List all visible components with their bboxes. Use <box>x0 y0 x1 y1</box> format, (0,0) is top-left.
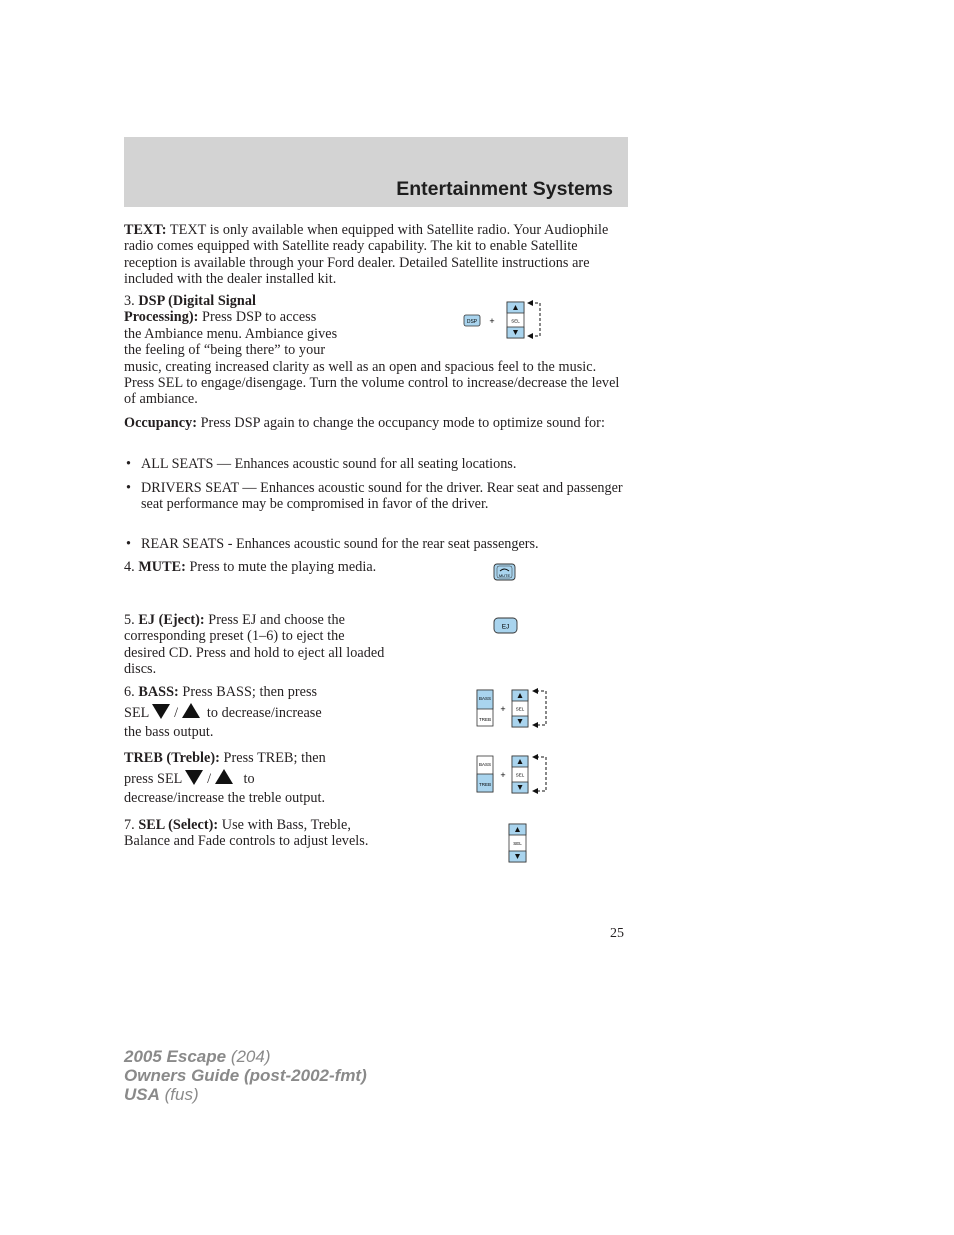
sel-rocker-icon <box>512 690 528 727</box>
text-label: TEXT: <box>124 222 167 238</box>
svg-text:SEL: SEL <box>515 706 525 712</box>
plus-icon: + <box>500 704 506 714</box>
sel-label: SEL <box>511 318 520 324</box>
svg-text:BASS: BASS <box>478 696 492 701</box>
bass-treb-button-icon <box>477 756 493 792</box>
dsp-number: 3. <box>124 293 139 309</box>
section-header <box>124 137 628 207</box>
bass-treb-button-icon <box>477 690 493 726</box>
dsp-body-rest: music, creating increased clarity as well as an open and spacious feel to the music. Press SEL to engage/disengage. Turn the volume control to increase/decrease the level of ambiance. <box>124 358 620 408</box>
down-arrow-icon <box>185 769 203 785</box>
bullet-text: DRIVERS SEAT — Enhances acoustic sound for the driver. Rear seat and passenger seat performance may be compromised in favor of the driver. <box>141 480 623 513</box>
mute-button-icon <box>492 562 518 582</box>
sel-paragraph: 7. SEL (Select): Use with Bass, Treble, Balance and Fade controls to adjust levels. <box>124 817 369 850</box>
document-footer: 2005 Escape (204) Owners Guide (post-2002-fmt) USA (fus) <box>124 1047 367 1104</box>
occupancy-body: Press DSP again to change the occupancy mode to optimize sound for: <box>197 415 605 431</box>
cycle-arrow-icon <box>532 754 546 794</box>
bass-body-line1: Press BASS; then press <box>178 684 318 700</box>
bass-sel-illustration <box>474 687 554 731</box>
plus-icon: + <box>489 316 495 326</box>
dsp-button-icon <box>464 315 480 326</box>
eject-button-icon <box>492 616 520 636</box>
treb-label: TREB (Treble): <box>124 750 220 766</box>
eject-paragraph: 5. EJ (Eject): Press EJ and choose the corresponding preset (1–6) to eject the desired CD. Press and hold to eject all loaded discs. <box>124 612 385 678</box>
dsp-paragraph <box>124 293 628 408</box>
text-body: TEXT is only available when equipped with Satellite radio. Your Audiophile radio comes equipped with Satellite ready capability. The kit to enable Satellite reception is available through your Ford dealer. Detailed Satellite instructions are included with the dealer installed kit. <box>124 222 609 288</box>
sel-rocker-icon <box>506 822 530 864</box>
bass-label: BASS: <box>138 684 179 700</box>
dsp-body-line2: Press DSP to access <box>198 309 317 326</box>
sel-label-text: SEL <box>513 841 522 846</box>
dsp-sel-illustration <box>460 298 550 342</box>
dsp-label-line2: Processing): <box>124 309 199 326</box>
eject-body: Press EJ and choose the corresponding preset (1–6) to eject the desired CD. Press and hold to eject all loaded discs. <box>124 612 385 678</box>
down-arrow-icon <box>152 703 170 719</box>
occupancy-label: Occupancy: <box>124 415 198 431</box>
sel-rocker-icon <box>512 756 528 793</box>
sel-rocker-icon <box>507 302 524 338</box>
dsp-button-label: DSP <box>466 319 478 325</box>
dsp-body-line4: the feeling of “being there” to your <box>124 342 326 359</box>
treb-body-line1: Press TREB; then <box>219 750 326 766</box>
cycle-arrow-icon <box>532 688 546 728</box>
mute-label: MUTE: <box>138 559 186 575</box>
cycle-arrow-icon <box>527 300 540 339</box>
text-paragraph <box>124 222 628 288</box>
up-arrow-icon <box>182 703 200 719</box>
section-title: Entertainment Systems <box>396 178 613 200</box>
sel-body: Use with Bass, Treble, Balance and Fade controls to adjust levels. <box>124 817 369 850</box>
eject-button-label: EJ <box>501 623 510 631</box>
svg-text:SEL: SEL <box>515 772 525 778</box>
up-arrow-icon <box>215 769 233 785</box>
bullet-text: REAR SEATS - Enhances acoustic sound for the rear seat passengers. <box>141 536 539 552</box>
svg-text:TREB: TREB <box>478 717 492 722</box>
plus-icon: + <box>500 770 506 780</box>
sel-label: SEL (Select): <box>138 817 219 833</box>
treb-sel-illustration <box>474 753 554 797</box>
eject-label: EJ (Eject): <box>138 612 205 628</box>
dsp-body-line3: the Ambiance menu. Ambiance gives <box>124 325 338 342</box>
bullet-text: ALL SEATS — Enhances acoustic sound for all seating locations. <box>141 456 517 472</box>
bass-paragraph: 6. BASS: Press BASS; then press SEL / to decrease/increase the bass output. <box>124 684 322 740</box>
svg-text:TREB: TREB <box>478 782 492 787</box>
mute-button-label: MUTE <box>498 573 511 578</box>
dsp-label-line1: DSP (Digital Signal <box>138 293 256 309</box>
treb-paragraph: TREB (Treble): Press TREB; then press SEL / to decrease/increase the treble output. <box>124 750 326 806</box>
page-number: 25 <box>610 926 624 941</box>
mute-paragraph: 4. MUTE: Press to mute the playing media. <box>124 559 377 575</box>
mute-body: Press to mute the playing media. <box>185 559 377 575</box>
svg-text:BASS: BASS <box>478 762 492 767</box>
occupancy-paragraph <box>124 415 628 431</box>
